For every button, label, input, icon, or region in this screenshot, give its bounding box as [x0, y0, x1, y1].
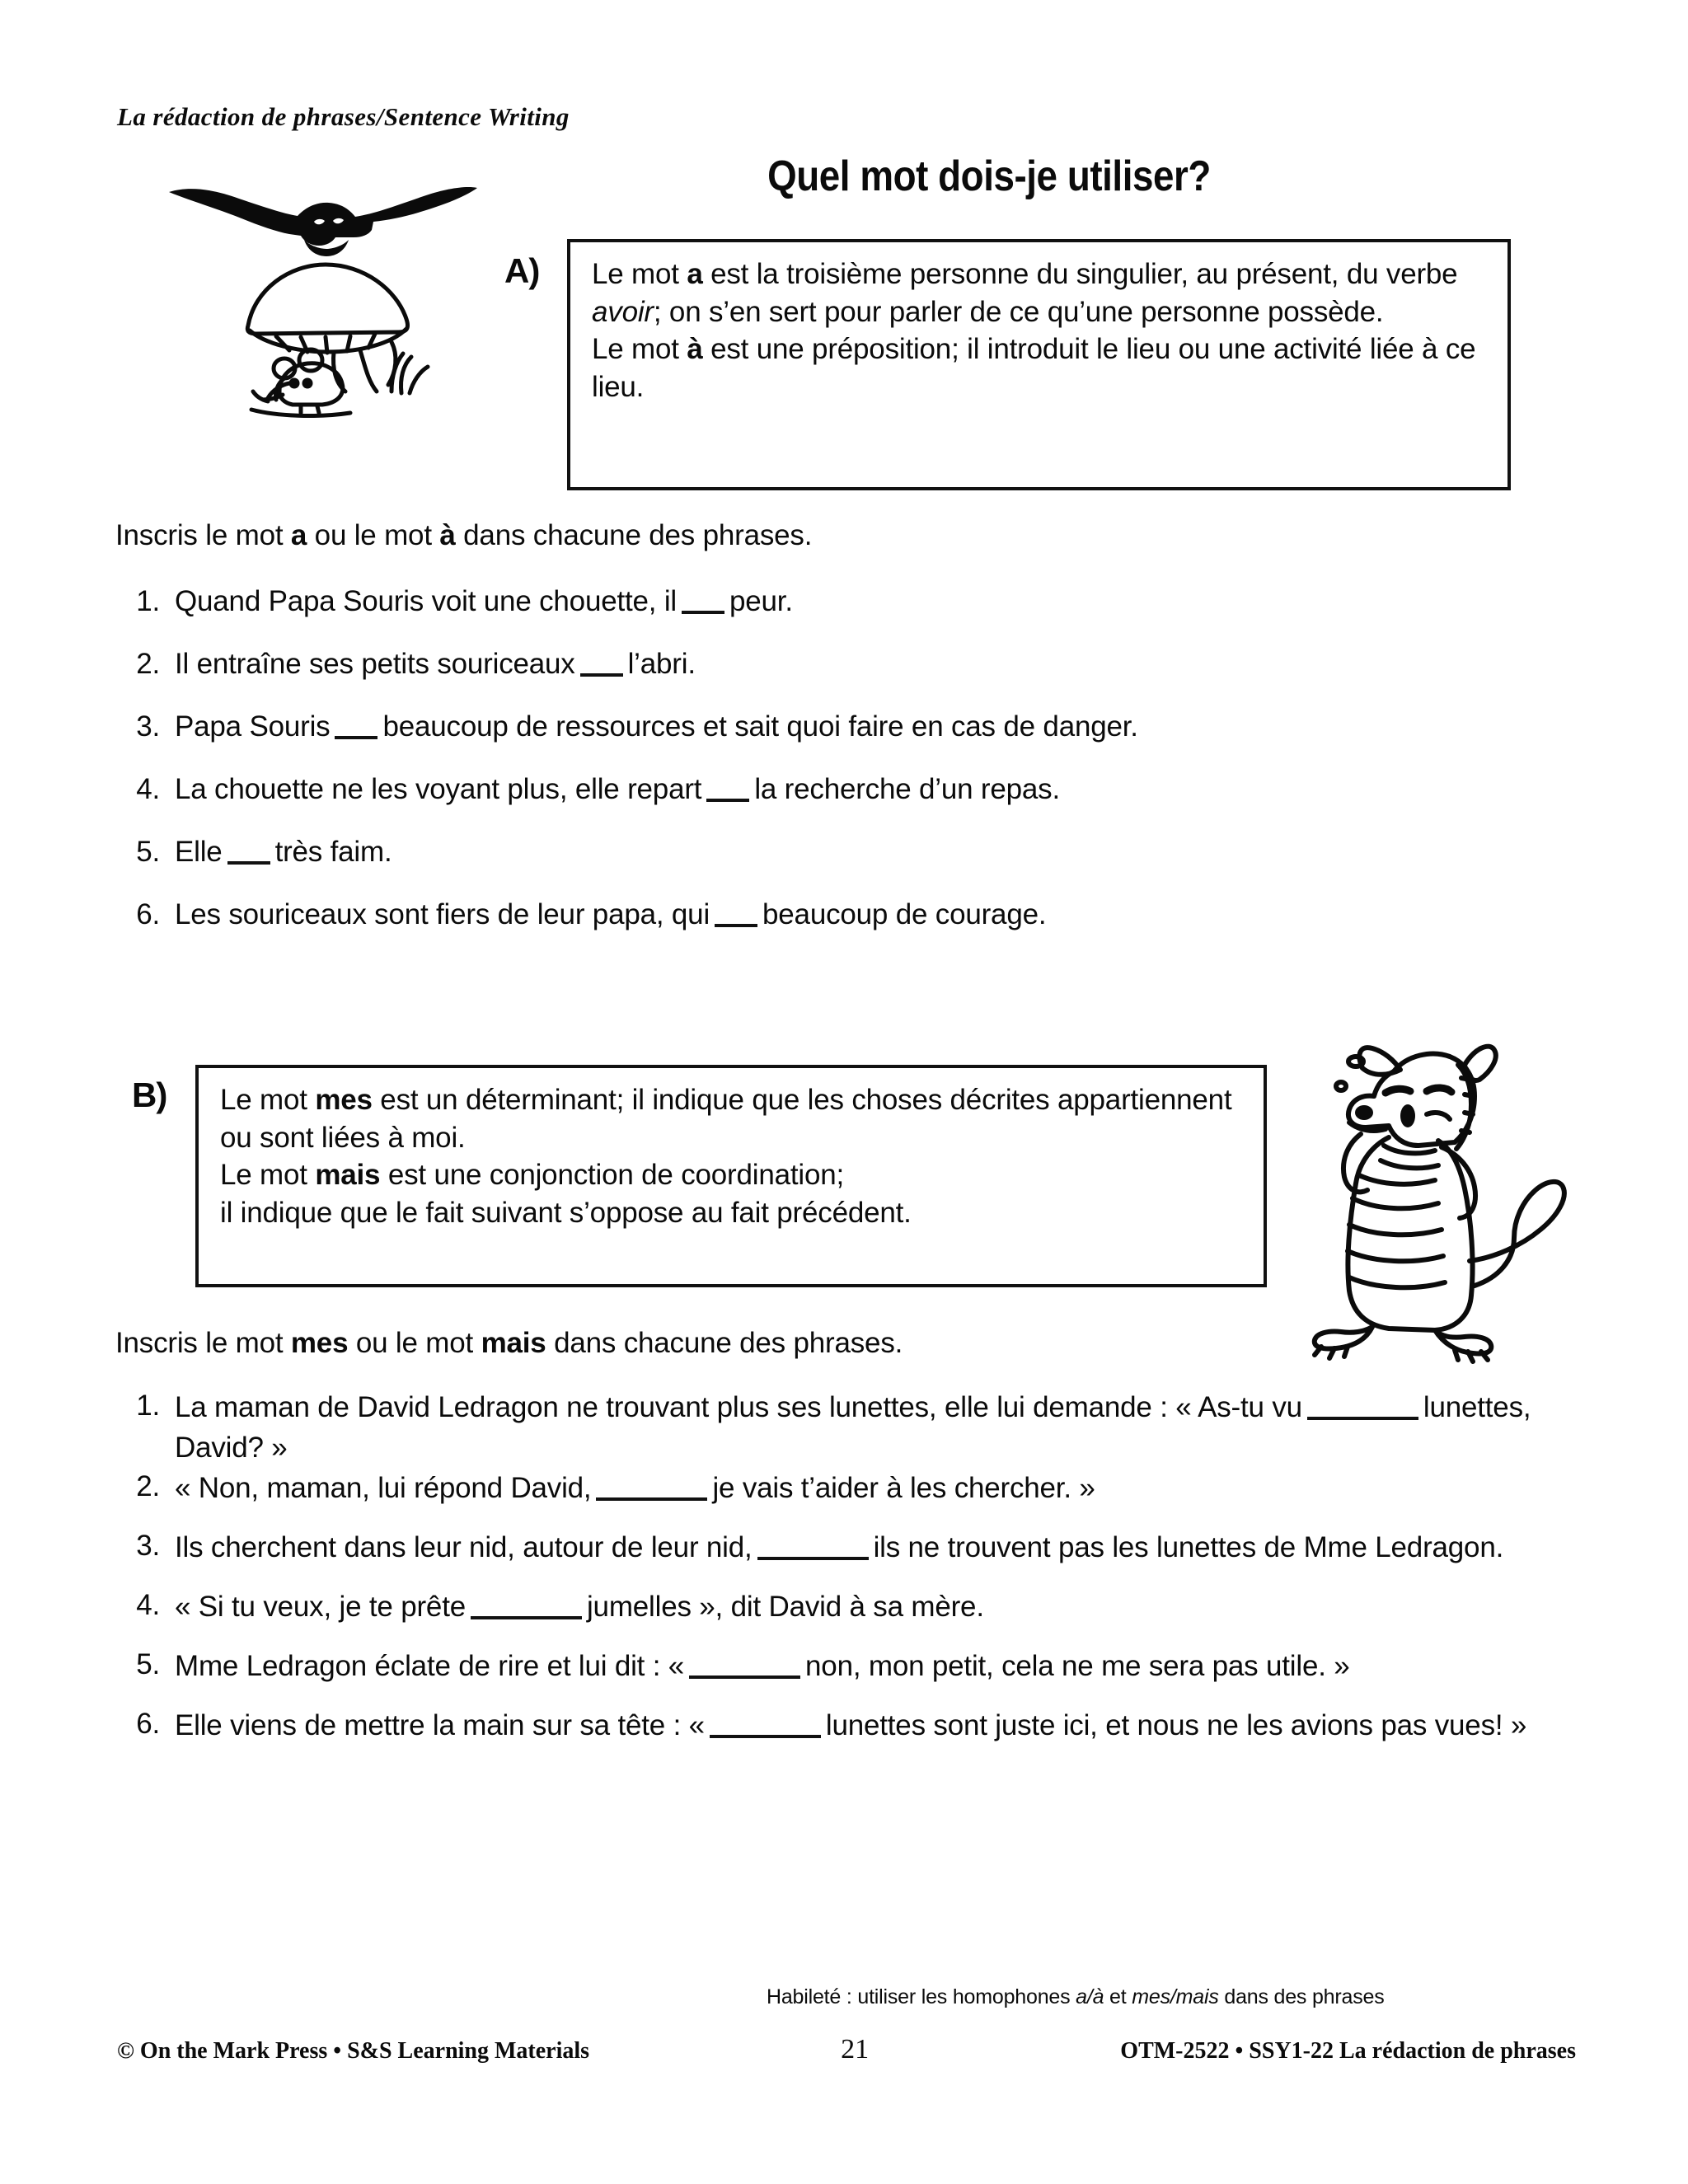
question-text-before: Quand Papa Souris voit une chouette, il [175, 585, 677, 617]
question-text [175, 708, 1599, 746]
question-text-after: ils ne trouvent pas les lunettes de Mme Ledragon. [873, 1531, 1504, 1563]
section-b-label: B) [132, 1076, 167, 1114]
keyword-mes: mes [315, 1084, 373, 1116]
owl-mushroom-svg [144, 144, 499, 424]
question-text [175, 645, 1599, 683]
keyword-a: a [687, 258, 703, 290]
question-text-after: lunettes sont juste ici, et nous ne les avions pas vues! » [825, 1709, 1527, 1741]
page-number: 21 [841, 2034, 870, 2064]
rule-a-text-1: Le mot [592, 258, 687, 290]
mouse-icon [251, 349, 350, 415]
question-text-before: Papa Souris [175, 710, 331, 743]
page-title: Quel mot dois-je utiliser? [767, 152, 1211, 200]
question-text-before: « Si tu veux, je te prête [175, 1591, 466, 1623]
question-row [124, 833, 1599, 896]
instr-a-text-2: ou le mot [307, 519, 440, 551]
keyword-a-accent: à [687, 333, 703, 365]
question-row [124, 1646, 1599, 1705]
answer-blank[interactable] [682, 593, 724, 614]
question-text-after: la recherche d’un repas. [754, 773, 1061, 805]
skill-homophone-2: mes/mais [1132, 1985, 1219, 2008]
question-text-before: Elle viens de mettre la main sur sa tête : « [175, 1709, 705, 1741]
instr-b-text-1: Inscris le mot [115, 1327, 291, 1359]
question-text-after: non, mon petit, cela ne me sera pas utile. » [805, 1650, 1350, 1682]
question-text [175, 1468, 1599, 1508]
rule-b-line-1 [220, 1081, 1245, 1156]
question-text [175, 1387, 1599, 1468]
question-row [124, 771, 1599, 833]
question-text-before: « Non, maman, lui répond David, [175, 1472, 592, 1504]
question-row [124, 1705, 1599, 1765]
dragon-illustration [1273, 1014, 1620, 1368]
rule-a-text-2: est la troisième personne du singulier, au présent, du verbe [702, 258, 1458, 290]
rule-a-line-2 [592, 330, 1489, 405]
question-row [124, 583, 1599, 645]
question-text [175, 1527, 1599, 1568]
answer-blank[interactable] [227, 843, 270, 865]
answer-blank[interactable] [715, 906, 757, 927]
question-text-after: peur. [729, 585, 793, 617]
instr-a-text-1: Inscris le mot [115, 519, 291, 551]
question-text-before: Les souriceaux sont fiers de leur papa, qui [175, 898, 710, 930]
question-text-before: La chouette ne les voyant plus, elle repart [175, 773, 702, 805]
question-text-after: très faim. [274, 836, 392, 868]
question-row [124, 645, 1599, 708]
owl-mushroom-illustration [144, 144, 499, 424]
rule-b-text-3: Le mot [220, 1159, 316, 1191]
instr-b-keyword-1: mes [290, 1327, 349, 1359]
answer-blank[interactable] [1307, 1399, 1418, 1420]
question-text [175, 833, 1599, 871]
question-row [124, 1468, 1599, 1527]
question-text-before: La maman de David Ledragon ne trouvant plus ses lunettes, elle lui demande : « As-tu vu [175, 1391, 1302, 1423]
rule-a-text-5: est une préposition; il introduit le lieu ou une activité liée à ce lieu. [592, 333, 1476, 403]
answer-blank[interactable] [335, 718, 377, 739]
question-number: 1. [136, 1390, 160, 1422]
answer-blank[interactable] [596, 1479, 707, 1501]
instr-b-text-3: dans chacune des phrases. [546, 1327, 903, 1359]
question-number: 3. [136, 1530, 160, 1562]
answer-blank[interactable] [710, 1717, 821, 1738]
question-text [175, 771, 1599, 808]
keyword-mais: mais [315, 1159, 381, 1191]
instr-b-keyword-2: mais [481, 1327, 546, 1359]
question-row [124, 896, 1599, 958]
skill-text-1: Habileté : utiliser les homophones [767, 1985, 1076, 2008]
question-number: 5. [136, 836, 160, 868]
question-number: 3. [136, 710, 160, 743]
question-text [175, 583, 1599, 621]
rule-a-line-1 [592, 255, 1489, 330]
question-number: 4. [136, 1589, 160, 1621]
rule-b-text-2: est un déterminant; il indique que les choses décrites appartiennent ou sont liées à moi. [220, 1084, 1232, 1154]
verb-avoir: avoir [592, 295, 654, 328]
question-text [175, 1586, 1599, 1627]
question-text-before: Mme Ledragon éclate de rire et lui dit : « [175, 1650, 685, 1682]
question-text-before: Elle [175, 836, 223, 868]
question-text-after: je vais t’aider à les chercher. » [712, 1472, 1095, 1504]
owl-silhouette-icon [169, 187, 477, 256]
section-b-instruction [115, 1324, 903, 1362]
instr-b-text-2: ou le mot [348, 1327, 481, 1359]
rule-b-line-2 [220, 1156, 1245, 1194]
rule-a-text-3: ; on s’en sert pour parler de ce qu’une personne possède. [653, 295, 1384, 328]
copyright-notice: © On the Mark Press • S&S Learning Materials [117, 2038, 590, 2064]
section-b-question-list [124, 1387, 1599, 1765]
answer-blank[interactable] [706, 780, 749, 802]
rule-a-text-4: Le mot [592, 333, 687, 365]
question-number: 1. [136, 585, 160, 617]
instr-a-keyword-2: à [439, 519, 456, 551]
question-number: 2. [136, 1470, 160, 1502]
section-a-question-list [124, 583, 1599, 958]
skill-homophone-1: a/à [1076, 1985, 1104, 2008]
answer-blank[interactable] [471, 1598, 582, 1619]
question-number: 5. [136, 1648, 160, 1680]
page-footer [117, 2034, 1576, 2065]
skill-text-2: et [1104, 1985, 1132, 2008]
section-b-rule-box [195, 1065, 1267, 1287]
question-number: 6. [136, 898, 160, 930]
instr-a-keyword-1: a [290, 519, 307, 551]
skill-line [767, 1985, 1385, 2009]
question-row [124, 1387, 1599, 1468]
question-number: 2. [136, 648, 160, 680]
question-text-after: beaucoup de courage. [762, 898, 1047, 930]
question-text-after: lunettes, David? » [175, 1391, 1531, 1464]
instr-a-text-3: dans chacune des phrases. [455, 519, 813, 551]
question-text [175, 896, 1599, 934]
question-text-after: l’abri. [627, 648, 696, 680]
dragon-svg [1273, 1014, 1620, 1368]
answer-blank[interactable] [580, 655, 623, 677]
question-row [124, 708, 1599, 771]
question-number: 6. [136, 1708, 160, 1740]
question-text-after: jumelles », dit David à sa mère. [586, 1591, 984, 1623]
section-a-instruction [115, 517, 812, 555]
question-text-after: beaucoup de ressources et sait quoi faire en cas de danger. [382, 710, 1138, 743]
question-text [175, 1705, 1599, 1746]
question-text [175, 1646, 1599, 1686]
question-text-before: Il entraîne ses petits souriceaux [175, 648, 575, 680]
question-row [124, 1586, 1599, 1646]
skill-text-3: dans des phrases [1218, 1985, 1385, 2008]
rule-b-line-3: il indique que le fait suivant s’oppose au fait précédent. [220, 1196, 912, 1229]
mushroom-icon [247, 265, 407, 391]
product-code: OTM-2522 • SSY1-22 La rédaction de phrases [1120, 2038, 1576, 2064]
question-number: 4. [136, 773, 160, 805]
section-a-label: A) [504, 251, 540, 290]
question-row [124, 1527, 1599, 1586]
rule-b-text-1: Le mot [220, 1084, 316, 1116]
question-text-before: Ils cherchent dans leur nid, autour de leur nid, [175, 1531, 753, 1563]
answer-blank[interactable] [757, 1539, 869, 1560]
section-a-rule-box [567, 239, 1511, 490]
running-head: La rédaction de phrases/Sentence Writing [117, 102, 570, 131]
rule-b-text-4: est une conjonction de coordination; [380, 1159, 845, 1191]
answer-blank[interactable] [689, 1657, 800, 1679]
